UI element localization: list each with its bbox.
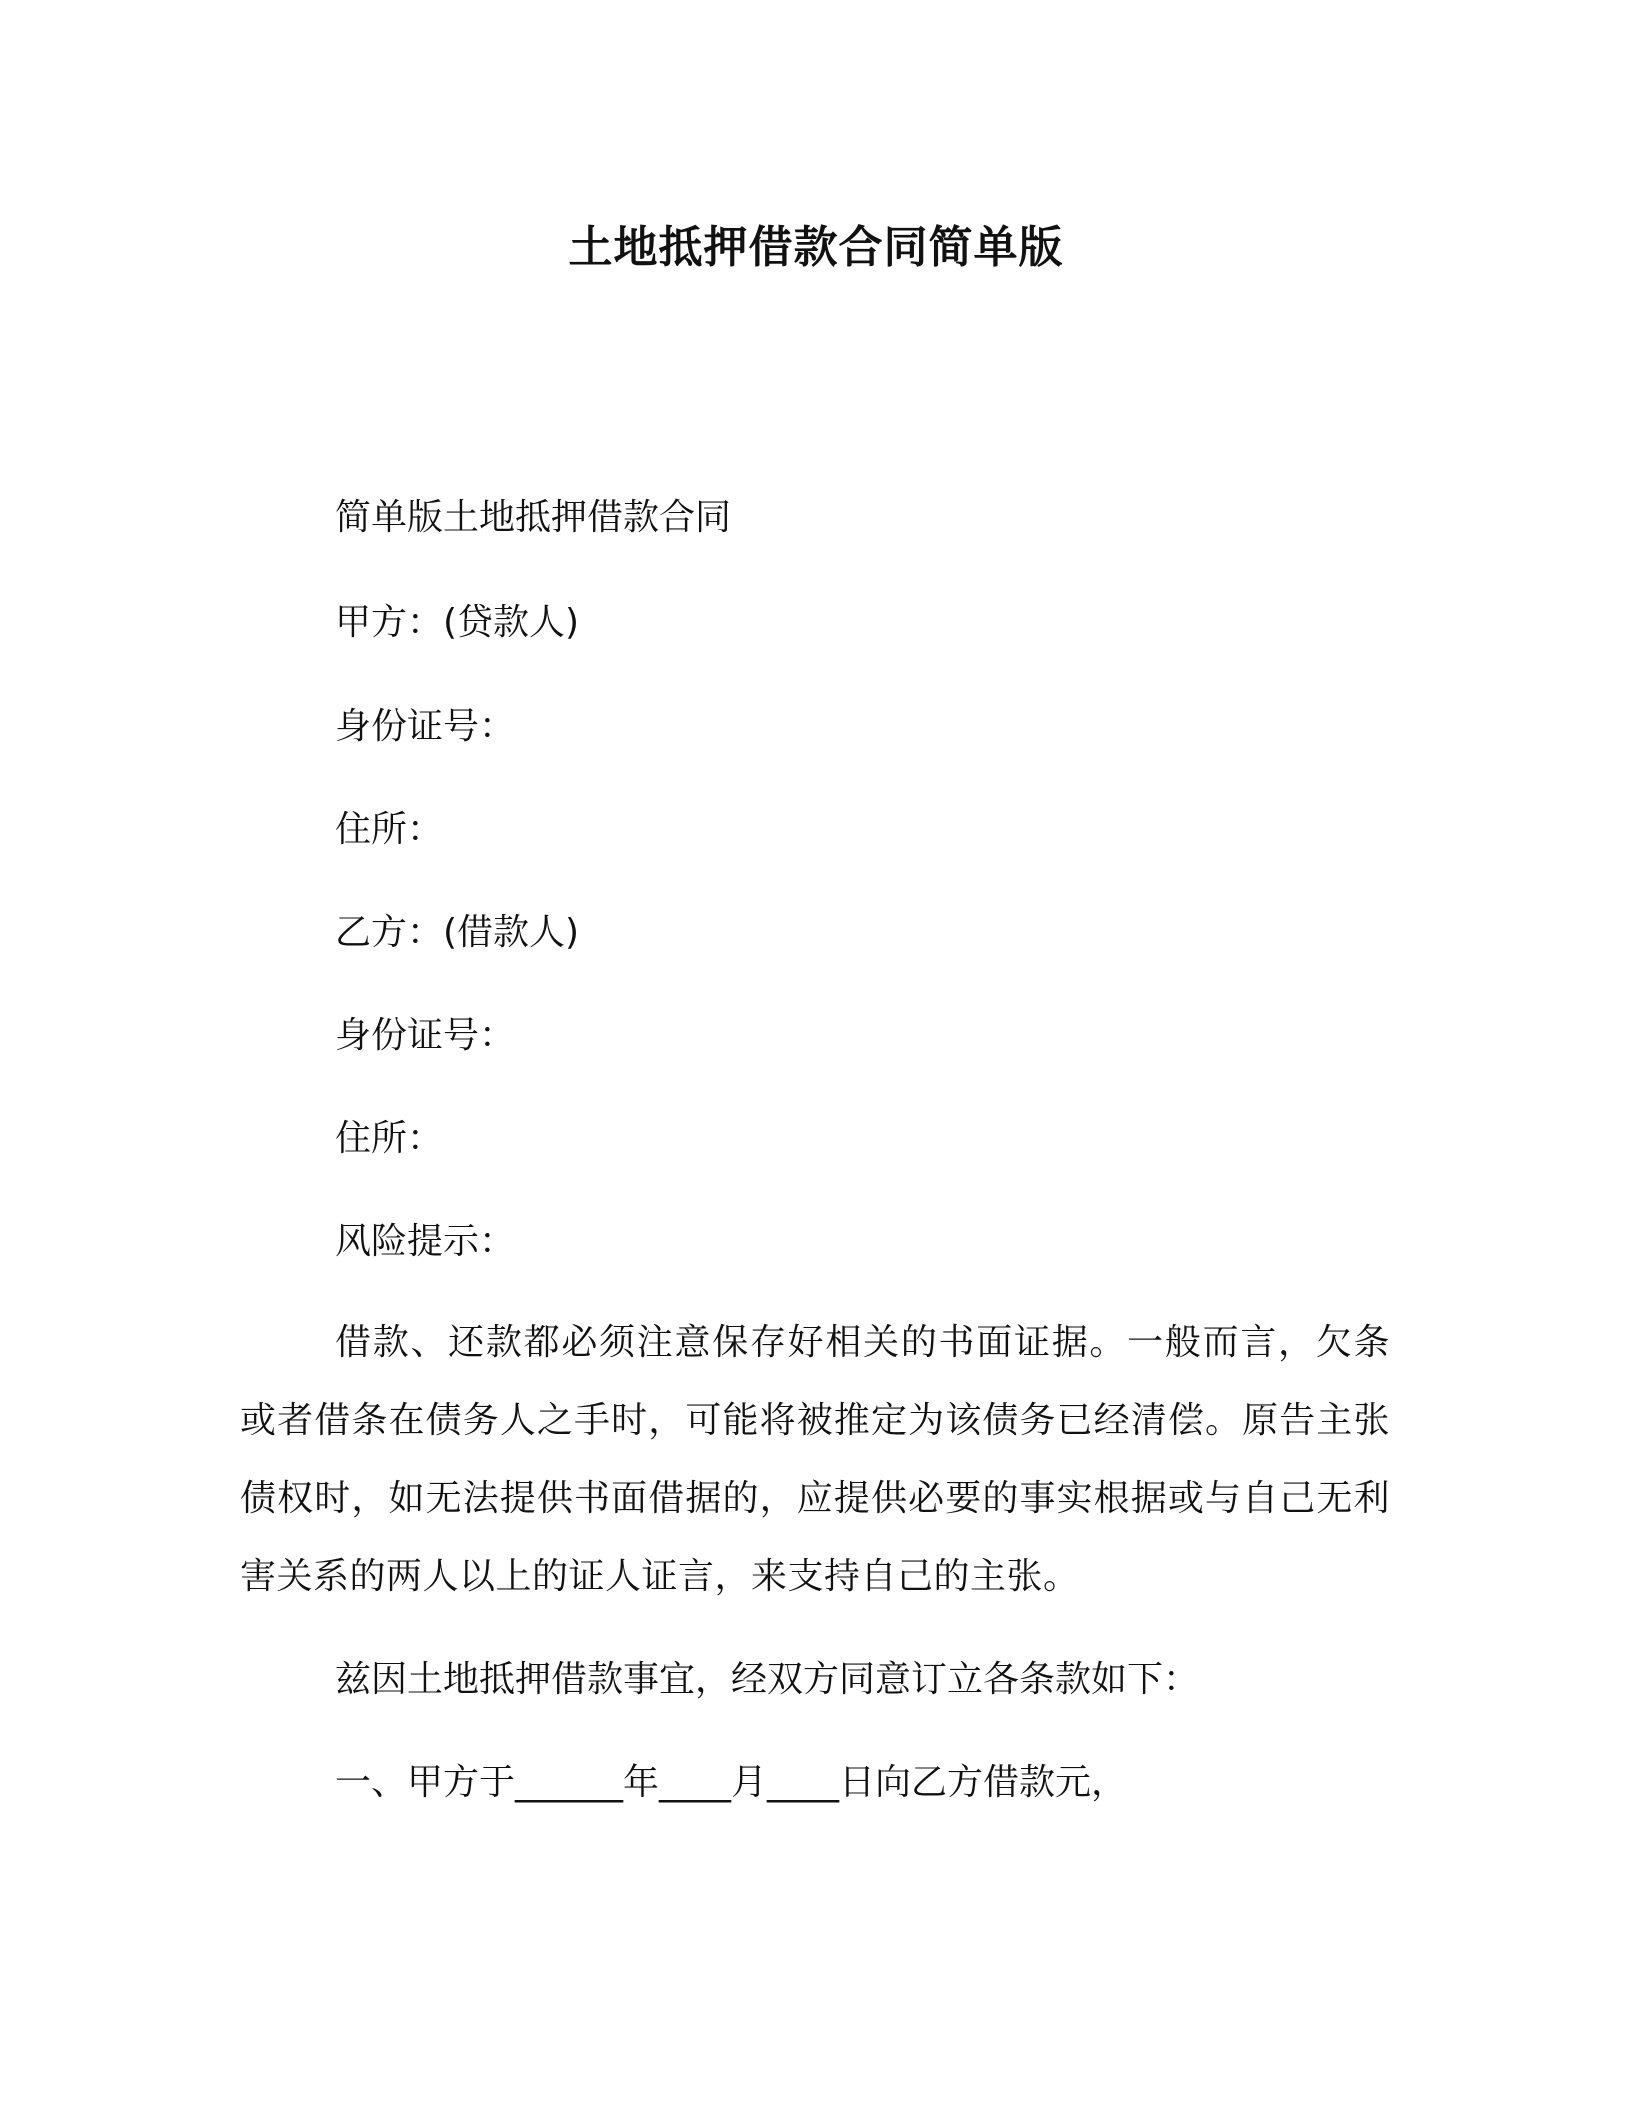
party-a-id-label: 身份证号： xyxy=(335,706,516,747)
party-b-id-label: 身份证号： xyxy=(335,1015,516,1056)
risk-paragraph: 借款、还款都必须注意保存好相关的书面证据。一般而言，欠条或者借条在债务人之手时，可能将被推定为该债务已经清偿。原告主张债权时，如无法提供书面借据的，应提供必要的事实根据或与自己无利害关系的两人以上的证人证言，来支持自己的主张。 xyxy=(240,1322,1390,1597)
party-a-address-label: 住所： xyxy=(335,809,444,850)
contract-intro: 兹因土地抵押借款事宜，经双方同意订立各条款如下： xyxy=(335,1659,1200,1700)
risk-heading: 风险提示： xyxy=(335,1221,516,1262)
party-b-address-label: 住所： xyxy=(335,1118,444,1159)
party-a-label: 甲方：(贷款人) xyxy=(335,602,580,643)
party-b-label: 乙方：(借款人) xyxy=(335,912,580,953)
contract-subtitle: 简单版土地抵押借款合同 xyxy=(335,497,732,538)
clause-1: 一、甲方于______年____月____日向乙方借款元， xyxy=(335,1762,1128,1803)
document-title: 土地抵押借款合同简单版 xyxy=(568,222,1064,273)
